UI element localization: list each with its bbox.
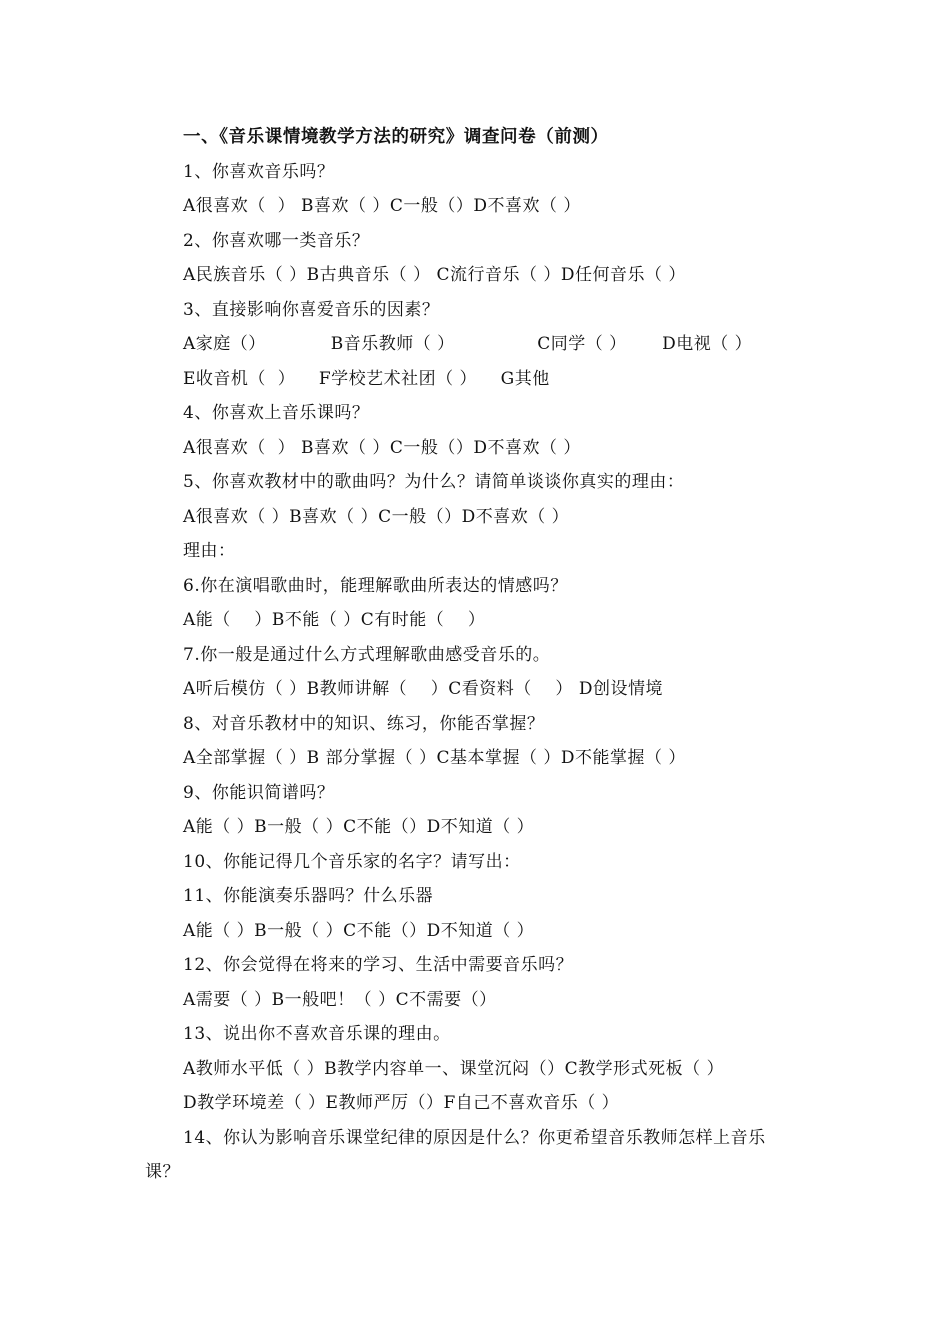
answer-options-11: A能（ ）B一般（ ）C不能（）D不知道（ ） [183,921,535,941]
question-12: 12、你会觉得在将来的学习、生活中需要音乐吗？ [183,955,574,975]
answer-options-7: A听后模仿（ ）B教师讲解（ ）C看资料（ ） D创设情境 [183,679,663,699]
answer-options-6: A能（ ）B不能（ ）C有时能（ ） [183,610,486,630]
answer-options-4: A很喜欢（ ） B喜欢（ ）C一般（）D不喜欢（ ） [183,438,581,458]
question-5: 5、你喜欢教材中的歌曲吗？为什么？请简单谈谈你真实的理由： [183,472,685,492]
answer-options-13b: D教学环境差（ ）E教师严厉（）F自己不喜欢音乐（ ） [183,1093,620,1113]
question-4: 4、你喜欢上音乐课吗？ [183,403,370,423]
answer-options-3a: A家庭（） B音乐教师（ ） C同学（ ） D电视（ ） [183,334,753,354]
question-8: 8、对音乐教材中的知识、练习，你能否掌握？ [183,714,545,734]
reason-label: 理由： [183,541,236,561]
answer-options-13a: A教师水平低（ ）B教学内容单一、课堂沉闷（）C教学形式死板（ ） [183,1059,725,1079]
question-9: 9、你能识简谱吗？ [183,783,335,803]
question-14-continuation: 课？ [145,1162,180,1182]
answer-options-3b: E收音机（ ） F学校艺术社团（ ） G其他 [183,369,550,389]
question-10: 10、你能记得几个音乐家的名字？请写出： [183,852,521,872]
question-11: 11、你能演奏乐器吗？什么乐器 [183,886,434,906]
question-14: 14、你认为影响音乐课堂纪律的原因是什么？你更希望音乐教师怎样上音乐 [183,1128,766,1148]
questionnaire-title: 一、《音乐课情境教学方法的研究》调查问卷（前测） [183,127,609,147]
question-7: 7.你一般是通过什么方式理解歌曲感受音乐的。 [183,645,551,665]
question-2: 2、你喜欢哪一类音乐？ [183,231,370,251]
answer-options-1: A很喜欢（ ） B喜欢（ ）C一般（）D不喜欢（ ） [183,196,581,216]
answer-options-12: A需要（ ）B一般吧！（ ）C不需要（） [183,990,497,1010]
answer-options-2: A民族音乐（ ）B古典音乐（ ） C流行音乐（ ）D任何音乐（ ） [183,265,686,285]
answer-options-8: A全部掌握（ ）B 部分掌握（ ）C基本掌握（ ）D不能掌握（ ） [183,748,686,768]
question-1: 1、你喜欢音乐吗？ [183,162,335,182]
answer-options-9: A能（ ）B一般（ ）C不能（）D不知道（ ） [183,817,535,837]
question-3: 3、直接影响你喜爱音乐的因素？ [183,300,440,320]
answer-options-5: A很喜欢（ ）B喜欢（ ）C一般（）D不喜欢（ ） [183,507,570,527]
question-6: 6.你在演唱歌曲时，能理解歌曲所表达的情感吗？ [183,576,568,596]
question-13: 13、说出你不喜欢音乐课的理由。 [183,1024,451,1044]
